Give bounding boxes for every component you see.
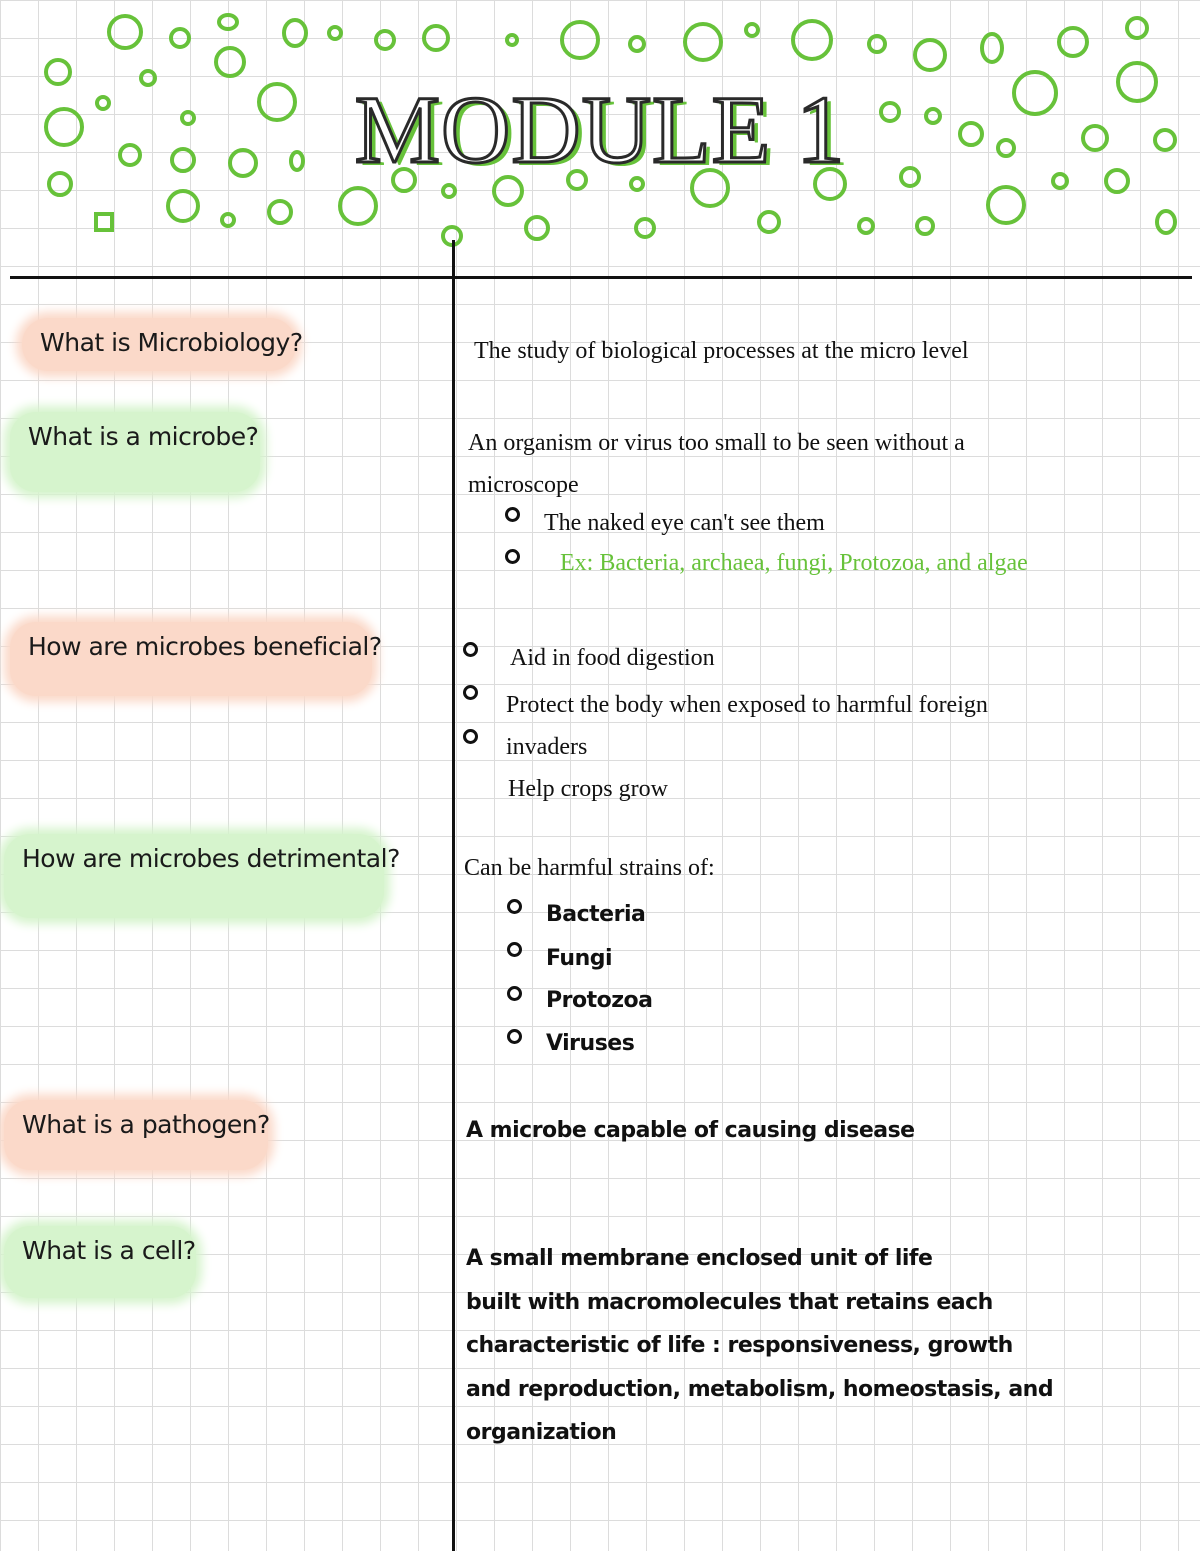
- bullet-icon: [505, 549, 520, 564]
- answer-pathogen: A microbe capable of causing disease: [466, 1118, 915, 1143]
- answer-microbiology: The study of biological processes at the micro level: [474, 338, 969, 364]
- answer-beneficial-line: Help crops grow: [508, 776, 668, 802]
- horizontal-divider: [10, 276, 1192, 279]
- question-pathogen: What is a pathogen?: [4, 1100, 268, 1170]
- bullet-icon: [507, 899, 522, 914]
- answer-beneficial-line: Protect the body when exposed to harmful foreign: [506, 692, 988, 718]
- question-microbiology: What is Microbiology?: [22, 318, 296, 371]
- bullet-icon: [507, 942, 522, 957]
- answer-cell-line: organization: [466, 1420, 617, 1445]
- question-beneficial: How are microbes beneficial?: [10, 622, 372, 696]
- bullet-icon: [507, 1029, 522, 1044]
- answer-detrimental-item: Viruses: [546, 1031, 635, 1056]
- answer-cell-line: characteristic of life : responsiveness, growth: [466, 1333, 1013, 1358]
- answer-microbe-line: An organism or virus too small to be seen without a: [468, 430, 965, 456]
- answer-microbe-example: Ex: Bacteria, archaea, fungi, Protozoa, and algae: [560, 550, 1028, 576]
- answer-detrimental-item: Bacteria: [546, 902, 646, 927]
- question-cell: What is a cell?: [4, 1226, 196, 1298]
- page-title: MODULE 1: [354, 76, 846, 183]
- answer-cell-line: A small membrane enclosed unit of life: [466, 1246, 933, 1271]
- answer-detrimental-item: Fungi: [546, 946, 613, 971]
- answer-beneficial-line: invaders: [506, 734, 588, 760]
- question-detrimental: How are microbes detrimental?: [4, 834, 384, 918]
- answer-beneficial-line: Aid in food digestion: [510, 645, 715, 671]
- bullet-icon: [507, 986, 522, 1001]
- answer-detrimental-intro: Can be harmful strains of:: [464, 855, 715, 881]
- answer-cell-line: built with macromolecules that retains each: [466, 1290, 993, 1315]
- vertical-divider: [452, 240, 455, 1551]
- answer-detrimental-item: Protozoa: [546, 988, 653, 1013]
- bullet-icon: [505, 507, 520, 522]
- bullet-icon: [463, 685, 478, 700]
- answer-microbe-line: microscope: [468, 472, 579, 498]
- answer-cell-line: and reproduction, metabolism, homeostasis, and: [466, 1377, 1054, 1402]
- bullet-icon: [463, 642, 478, 657]
- question-microbe: What is a microbe?: [10, 412, 260, 492]
- answer-microbe-bullet: The naked eye can't see them: [544, 510, 825, 536]
- bullet-icon: [463, 729, 478, 744]
